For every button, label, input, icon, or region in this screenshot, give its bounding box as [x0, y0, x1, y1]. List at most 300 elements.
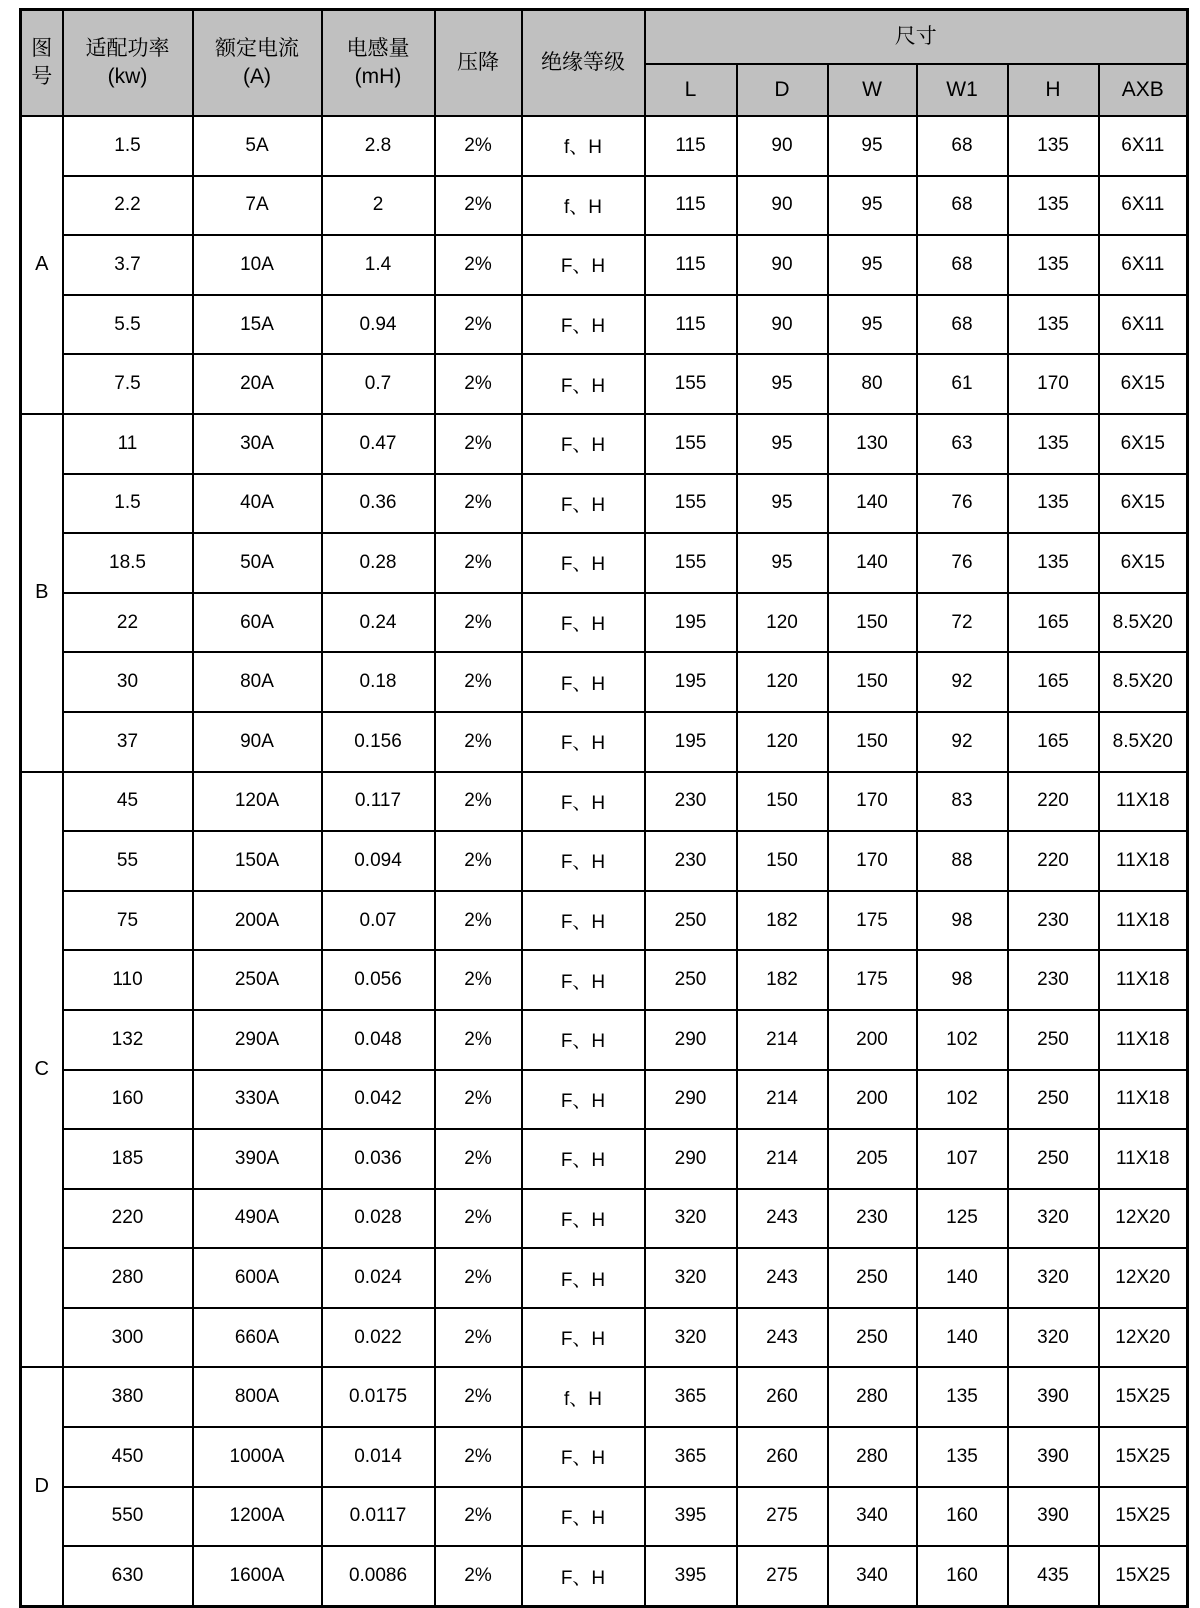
- cell-power: 185: [63, 1129, 193, 1189]
- cell-L: 155: [645, 414, 737, 474]
- cell-D: 150: [737, 772, 828, 832]
- cell-W: 95: [828, 235, 917, 295]
- cell-voltage-drop: 2%: [435, 235, 522, 295]
- cell-insulation: f、H: [522, 176, 645, 236]
- cell-D: 90: [737, 235, 828, 295]
- cell-inductance: 0.94: [322, 295, 435, 355]
- header-inductance: [322, 10, 435, 117]
- table-row: [21, 712, 1188, 772]
- table-row: [21, 1070, 1188, 1130]
- cell-power: 2.2: [63, 176, 193, 236]
- cell-current: 80A: [193, 652, 322, 712]
- cell-L: 395: [645, 1546, 737, 1606]
- page: [0, 8, 1200, 1589]
- table-row: [21, 950, 1188, 1010]
- cell-L: 320: [645, 1189, 737, 1249]
- cell-voltage-drop: 2%: [435, 1367, 522, 1427]
- cell-D: 95: [737, 474, 828, 534]
- header-size-group: 尺寸: [645, 10, 1188, 65]
- cell-W: 250: [828, 1308, 917, 1368]
- cell-inductance: 0.022: [322, 1308, 435, 1368]
- cell-W1: 68: [917, 176, 1008, 236]
- table-row: [21, 1189, 1188, 1249]
- cell-W: 150: [828, 593, 917, 653]
- cell-voltage-drop: 2%: [435, 831, 522, 891]
- cell-insulation: F、H: [522, 1189, 645, 1249]
- cell-insulation: F、H: [522, 295, 645, 355]
- cell-current: 800A: [193, 1367, 322, 1427]
- header-size-w1: W1: [917, 64, 1008, 116]
- table-row: [21, 652, 1188, 712]
- cell-L: 115: [645, 116, 737, 176]
- cell-H: 250: [1008, 1129, 1099, 1189]
- cell-W1: 107: [917, 1129, 1008, 1189]
- cell-W1: 68: [917, 295, 1008, 355]
- cell-current: 50A: [193, 533, 322, 593]
- cell-inductance: 0.07: [322, 891, 435, 951]
- cell-current: 150A: [193, 831, 322, 891]
- cell-W: 95: [828, 176, 917, 236]
- table-row: [21, 1248, 1188, 1308]
- cell-H: 320: [1008, 1248, 1099, 1308]
- cell-inductance: 0.117: [322, 772, 435, 832]
- header-size-d: D: [737, 64, 828, 116]
- cell-W: 95: [828, 295, 917, 355]
- cell-voltage-drop: 2%: [435, 772, 522, 832]
- cell-power: 3.7: [63, 235, 193, 295]
- cell-L: 290: [645, 1010, 737, 1070]
- cell-insulation: f、H: [522, 1367, 645, 1427]
- cell-power: 7.5: [63, 354, 193, 414]
- cell-W1: 160: [917, 1546, 1008, 1606]
- cell-W: 200: [828, 1010, 917, 1070]
- cell-inductance: 0.7: [322, 354, 435, 414]
- cell-W1: 102: [917, 1010, 1008, 1070]
- cell-AXB: 12X20: [1099, 1189, 1188, 1249]
- cell-AXB: 11X18: [1099, 1070, 1188, 1130]
- header-current-line2: (A): [243, 65, 271, 88]
- cell-insulation: F、H: [522, 1308, 645, 1368]
- cell-D: 120: [737, 652, 828, 712]
- cell-W1: 61: [917, 354, 1008, 414]
- cell-W1: 102: [917, 1070, 1008, 1130]
- cell-L: 365: [645, 1427, 737, 1487]
- cell-W1: 92: [917, 652, 1008, 712]
- cell-W: 170: [828, 772, 917, 832]
- cell-insulation: F、H: [522, 831, 645, 891]
- cell-AXB: 15X25: [1099, 1427, 1188, 1487]
- cell-AXB: 6X11: [1099, 116, 1188, 176]
- cell-power: 1.5: [63, 116, 193, 176]
- cell-D: 243: [737, 1248, 828, 1308]
- cell-L: 155: [645, 533, 737, 593]
- cell-H: 165: [1008, 712, 1099, 772]
- cell-W: 340: [828, 1487, 917, 1547]
- cell-H: 390: [1008, 1367, 1099, 1427]
- cell-D: 95: [737, 533, 828, 593]
- cell-D: 90: [737, 295, 828, 355]
- cell-AXB: 15X25: [1099, 1546, 1188, 1606]
- cell-H: 320: [1008, 1308, 1099, 1368]
- cell-insulation: F、H: [522, 1427, 645, 1487]
- cell-L: 195: [645, 593, 737, 653]
- table-row: [21, 1546, 1188, 1606]
- header-power-line1: 适配功率: [85, 36, 170, 60]
- cell-insulation: F、H: [522, 593, 645, 653]
- cell-insulation: F、H: [522, 354, 645, 414]
- cell-L: 290: [645, 1129, 737, 1189]
- cell-power: 380: [63, 1367, 193, 1427]
- cell-voltage-drop: 2%: [435, 652, 522, 712]
- cell-AXB: 8.5X20: [1099, 652, 1188, 712]
- cell-D: 182: [737, 891, 828, 951]
- header-current: [193, 10, 322, 117]
- cell-D: 182: [737, 950, 828, 1010]
- cell-W1: 68: [917, 235, 1008, 295]
- cell-power: 45: [63, 772, 193, 832]
- table-row: [21, 295, 1188, 355]
- cell-L: 155: [645, 354, 737, 414]
- cell-W1: 83: [917, 772, 1008, 832]
- cell-H: 220: [1008, 831, 1099, 891]
- cell-W: 140: [828, 533, 917, 593]
- cell-power: 55: [63, 831, 193, 891]
- cell-D: 95: [737, 354, 828, 414]
- cell-inductance: 0.048: [322, 1010, 435, 1070]
- cell-W1: 135: [917, 1427, 1008, 1487]
- cell-inductance: 0.094: [322, 831, 435, 891]
- cell-current: 30A: [193, 414, 322, 474]
- cell-voltage-drop: 2%: [435, 593, 522, 653]
- cell-H: 135: [1008, 176, 1099, 236]
- cell-AXB: 6X15: [1099, 533, 1188, 593]
- cell-D: 214: [737, 1070, 828, 1130]
- table-row: [21, 235, 1188, 295]
- cell-AXB: 11X18: [1099, 1010, 1188, 1070]
- cell-current: 7A: [193, 176, 322, 236]
- cell-voltage-drop: 2%: [435, 354, 522, 414]
- header-inductance-line2: (mH): [354, 65, 402, 88]
- cell-W1: 88: [917, 831, 1008, 891]
- cell-current: 1600A: [193, 1546, 322, 1606]
- cell-H: 170: [1008, 354, 1099, 414]
- cell-H: 390: [1008, 1427, 1099, 1487]
- header-size-axb: AXB: [1099, 64, 1188, 116]
- cell-H: 230: [1008, 950, 1099, 1010]
- cell-D: 90: [737, 116, 828, 176]
- cell-H: 135: [1008, 295, 1099, 355]
- cell-voltage-drop: 2%: [435, 1427, 522, 1487]
- cell-current: 200A: [193, 891, 322, 951]
- cell-current: 40A: [193, 474, 322, 534]
- cell-W: 170: [828, 831, 917, 891]
- cell-AXB: 6X15: [1099, 414, 1188, 474]
- cell-power: 300: [63, 1308, 193, 1368]
- table-row: [21, 354, 1188, 414]
- cell-insulation: F、H: [522, 712, 645, 772]
- cell-voltage-drop: 2%: [435, 1487, 522, 1547]
- cell-power: 110: [63, 950, 193, 1010]
- cell-inductance: 0.0117: [322, 1487, 435, 1547]
- table-row: [21, 1367, 1188, 1427]
- table-body: [21, 116, 1188, 1606]
- cell-W1: 76: [917, 474, 1008, 534]
- cell-voltage-drop: 2%: [435, 1308, 522, 1368]
- cell-H: 250: [1008, 1010, 1099, 1070]
- cell-W: 150: [828, 652, 917, 712]
- cell-D: 95: [737, 414, 828, 474]
- cell-insulation: f、H: [522, 116, 645, 176]
- table-row: [21, 1010, 1188, 1070]
- cell-insulation: F、H: [522, 950, 645, 1010]
- table-row: [21, 891, 1188, 951]
- table-row: [21, 116, 1188, 176]
- group-label: D: [21, 1367, 63, 1606]
- cell-AXB: 6X11: [1099, 176, 1188, 236]
- cell-inductance: 0.056: [322, 950, 435, 1010]
- cell-AXB: 8.5X20: [1099, 712, 1188, 772]
- cell-AXB: 6X15: [1099, 354, 1188, 414]
- cell-insulation: F、H: [522, 891, 645, 951]
- cell-D: 120: [737, 712, 828, 772]
- cell-W: 130: [828, 414, 917, 474]
- cell-L: 230: [645, 772, 737, 832]
- cell-W: 175: [828, 891, 917, 951]
- header-voltage-drop: 压降: [435, 10, 522, 117]
- cell-voltage-drop: 2%: [435, 116, 522, 176]
- cell-inductance: 0.0086: [322, 1546, 435, 1606]
- cell-insulation: F、H: [522, 772, 645, 832]
- cell-L: 230: [645, 831, 737, 891]
- table-row: [21, 474, 1188, 534]
- cell-power: 160: [63, 1070, 193, 1130]
- cell-L: 290: [645, 1070, 737, 1130]
- cell-power: 5.5: [63, 295, 193, 355]
- cell-L: 250: [645, 950, 737, 1010]
- cell-H: 165: [1008, 593, 1099, 653]
- cell-AXB: 11X18: [1099, 1129, 1188, 1189]
- cell-D: 214: [737, 1129, 828, 1189]
- cell-H: 250: [1008, 1070, 1099, 1130]
- cell-H: 135: [1008, 235, 1099, 295]
- cell-H: 135: [1008, 474, 1099, 534]
- cell-D: 90: [737, 176, 828, 236]
- cell-insulation: F、H: [522, 1129, 645, 1189]
- cell-power: 630: [63, 1546, 193, 1606]
- cell-H: 220: [1008, 772, 1099, 832]
- cell-W1: 92: [917, 712, 1008, 772]
- cell-power: 11: [63, 414, 193, 474]
- cell-L: 195: [645, 712, 737, 772]
- cell-W1: 68: [917, 116, 1008, 176]
- cell-W1: 72: [917, 593, 1008, 653]
- cell-power: 18.5: [63, 533, 193, 593]
- cell-current: 490A: [193, 1189, 322, 1249]
- cell-W: 340: [828, 1546, 917, 1606]
- cell-power: 220: [63, 1189, 193, 1249]
- cell-L: 115: [645, 176, 737, 236]
- cell-W1: 135: [917, 1367, 1008, 1427]
- cell-current: 15A: [193, 295, 322, 355]
- cell-AXB: 15X25: [1099, 1487, 1188, 1547]
- cell-W1: 160: [917, 1487, 1008, 1547]
- cell-power: 30: [63, 652, 193, 712]
- cell-H: 320: [1008, 1189, 1099, 1249]
- header-power-line2: (kw): [107, 65, 148, 88]
- cell-inductance: 0.24: [322, 593, 435, 653]
- cell-W: 175: [828, 950, 917, 1010]
- cell-insulation: F、H: [522, 1248, 645, 1308]
- cell-voltage-drop: 2%: [435, 1546, 522, 1606]
- cell-insulation: F、H: [522, 474, 645, 534]
- cell-inductance: 0.18: [322, 652, 435, 712]
- header-figure-no-line2: 号: [31, 65, 53, 88]
- cell-W1: 125: [917, 1189, 1008, 1249]
- cell-voltage-drop: 2%: [435, 176, 522, 236]
- table-row: [21, 533, 1188, 593]
- cell-inductance: 0.028: [322, 1189, 435, 1249]
- cell-inductance: 0.28: [322, 533, 435, 593]
- cell-D: 275: [737, 1487, 828, 1547]
- cell-L: 365: [645, 1367, 737, 1427]
- table-row: [21, 593, 1188, 653]
- cell-W1: 63: [917, 414, 1008, 474]
- cell-W: 230: [828, 1189, 917, 1249]
- cell-current: 60A: [193, 593, 322, 653]
- cell-power: 1.5: [63, 474, 193, 534]
- cell-inductance: 0.024: [322, 1248, 435, 1308]
- cell-H: 390: [1008, 1487, 1099, 1547]
- cell-AXB: 12X20: [1099, 1248, 1188, 1308]
- cell-W: 80: [828, 354, 917, 414]
- cell-inductance: 0.036: [322, 1129, 435, 1189]
- header-figure-no: [21, 10, 63, 117]
- cell-current: 5A: [193, 116, 322, 176]
- cell-AXB: 11X18: [1099, 891, 1188, 951]
- cell-AXB: 11X18: [1099, 950, 1188, 1010]
- cell-AXB: 6X11: [1099, 295, 1188, 355]
- cell-AXB: 11X18: [1099, 831, 1188, 891]
- cell-voltage-drop: 2%: [435, 1070, 522, 1130]
- cell-voltage-drop: 2%: [435, 1248, 522, 1308]
- cell-W: 200: [828, 1070, 917, 1130]
- table-row: [21, 176, 1188, 236]
- cell-H: 435: [1008, 1546, 1099, 1606]
- cell-H: 135: [1008, 116, 1099, 176]
- cell-current: 20A: [193, 354, 322, 414]
- table-row: [21, 1129, 1188, 1189]
- cell-power: 450: [63, 1427, 193, 1487]
- cell-insulation: F、H: [522, 1010, 645, 1070]
- cell-W1: 76: [917, 533, 1008, 593]
- cell-H: 135: [1008, 533, 1099, 593]
- cell-insulation: F、H: [522, 652, 645, 712]
- cell-inductance: 0.014: [322, 1427, 435, 1487]
- cell-current: 330A: [193, 1070, 322, 1130]
- cell-AXB: 11X18: [1099, 772, 1188, 832]
- cell-L: 155: [645, 474, 737, 534]
- cell-voltage-drop: 2%: [435, 1189, 522, 1249]
- cell-D: 260: [737, 1427, 828, 1487]
- cell-W1: 140: [917, 1248, 1008, 1308]
- cell-insulation: F、H: [522, 1546, 645, 1606]
- cell-current: 1200A: [193, 1487, 322, 1547]
- cell-L: 115: [645, 295, 737, 355]
- cell-power: 132: [63, 1010, 193, 1070]
- cell-H: 135: [1008, 414, 1099, 474]
- cell-power: 22: [63, 593, 193, 653]
- header-figure-no-line1: 图: [31, 36, 53, 60]
- cell-current: 660A: [193, 1308, 322, 1368]
- group-label: A: [21, 116, 63, 414]
- cell-AXB: 6X11: [1099, 235, 1188, 295]
- header-insulation: 绝缘等级: [522, 10, 645, 117]
- cell-L: 250: [645, 891, 737, 951]
- cell-inductance: 2.8: [322, 116, 435, 176]
- header-size-l: L: [645, 64, 737, 116]
- cell-AXB: 12X20: [1099, 1308, 1188, 1368]
- cell-L: 395: [645, 1487, 737, 1547]
- cell-voltage-drop: 2%: [435, 1010, 522, 1070]
- cell-L: 115: [645, 235, 737, 295]
- cell-AXB: 6X15: [1099, 474, 1188, 534]
- cell-W: 140: [828, 474, 917, 534]
- header-current-line1: 额定电流: [215, 36, 299, 60]
- table-row: [21, 1308, 1188, 1368]
- cell-D: 260: [737, 1367, 828, 1427]
- cell-voltage-drop: 2%: [435, 295, 522, 355]
- cell-voltage-drop: 2%: [435, 1129, 522, 1189]
- table-header: [21, 10, 1188, 117]
- cell-power: 75: [63, 891, 193, 951]
- cell-D: 243: [737, 1308, 828, 1368]
- cell-insulation: F、H: [522, 1070, 645, 1130]
- group-label: C: [21, 772, 63, 1368]
- table-row: [21, 414, 1188, 474]
- cell-voltage-drop: 2%: [435, 950, 522, 1010]
- cell-L: 320: [645, 1248, 737, 1308]
- cell-inductance: 0.156: [322, 712, 435, 772]
- header-size-w: W: [828, 64, 917, 116]
- cell-D: 150: [737, 831, 828, 891]
- cell-W: 95: [828, 116, 917, 176]
- cell-H: 230: [1008, 891, 1099, 951]
- cell-D: 120: [737, 593, 828, 653]
- cell-insulation: F、H: [522, 1487, 645, 1547]
- spec-table: [19, 8, 1189, 1608]
- cell-current: 90A: [193, 712, 322, 772]
- cell-W: 250: [828, 1248, 917, 1308]
- cell-D: 243: [737, 1189, 828, 1249]
- cell-current: 250A: [193, 950, 322, 1010]
- cell-voltage-drop: 2%: [435, 533, 522, 593]
- cell-L: 320: [645, 1308, 737, 1368]
- cell-inductance: 1.4: [322, 235, 435, 295]
- cell-inductance: 2: [322, 176, 435, 236]
- header-inductance-line1: 电感量: [346, 36, 410, 60]
- cell-power: 280: [63, 1248, 193, 1308]
- cell-W1: 140: [917, 1308, 1008, 1368]
- cell-insulation: F、H: [522, 235, 645, 295]
- cell-D: 214: [737, 1010, 828, 1070]
- cell-voltage-drop: 2%: [435, 414, 522, 474]
- cell-power: 550: [63, 1487, 193, 1547]
- cell-current: 390A: [193, 1129, 322, 1189]
- cell-current: 10A: [193, 235, 322, 295]
- cell-current: 600A: [193, 1248, 322, 1308]
- cell-W: 280: [828, 1367, 917, 1427]
- cell-W1: 98: [917, 950, 1008, 1010]
